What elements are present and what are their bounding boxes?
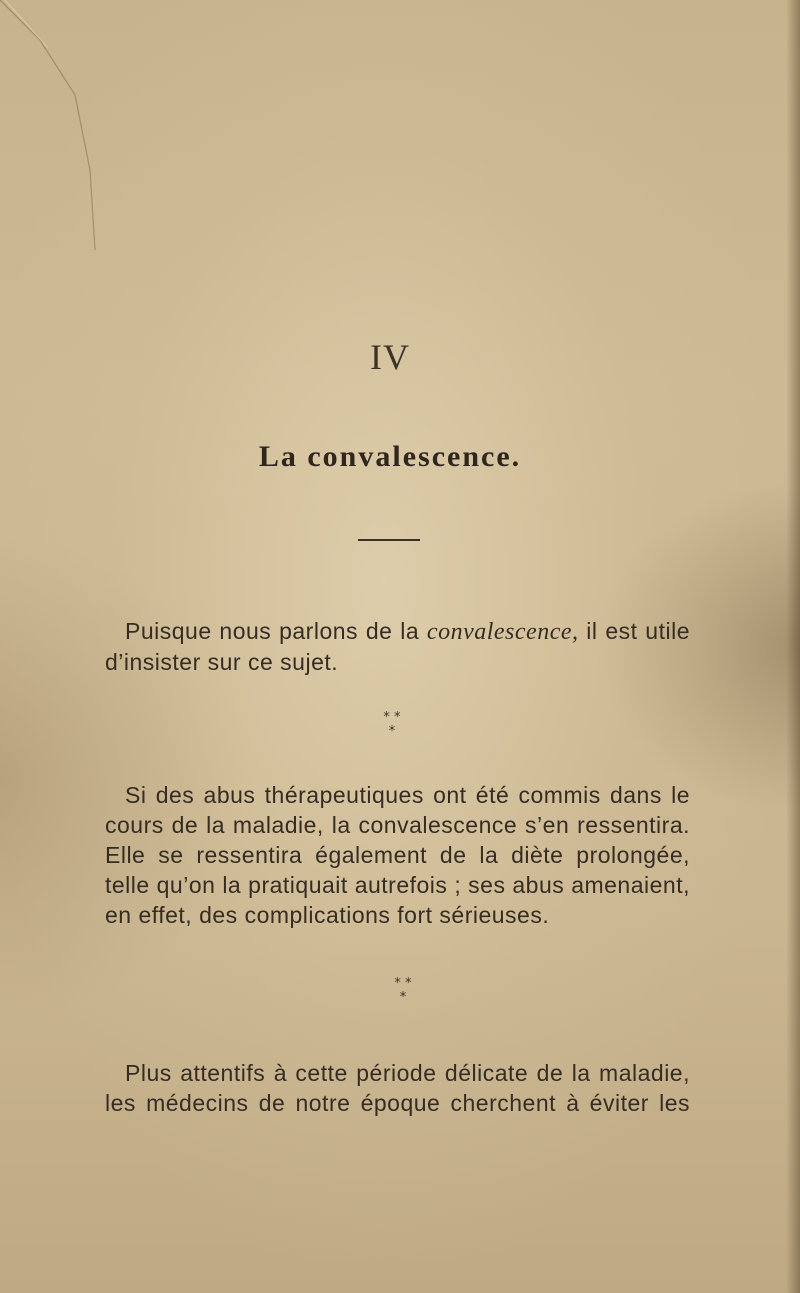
paragraph-line: en effet, des complications fort sérieuses. [105,902,550,928]
paragraph-3 [105,1058,690,1118]
paragraph-line: Si des abus thérapeutiques ont été commis dans le [125,782,690,808]
paragraph-line: Elle se ressentira également de la diète prolongée, [105,842,690,868]
paragraph-line: les médecins de notre époque cherchent à éviter les [105,1090,690,1116]
asterism-divider [383,977,423,1011]
paragraph-line: d’insister sur ce sujet. [105,649,339,675]
page-crease-mark [0,0,130,260]
chapter-number: IV [370,337,410,377]
paragraph-1 [105,616,690,677]
asterism-divider [372,711,412,745]
page-edge-shadow [786,0,800,1293]
paragraph-line: Plus attentifs à cette période délicate de la maladie, [125,1060,690,1086]
chapter-title: La convalescence. [258,440,522,473]
italic-term: convalescence, [426,619,579,645]
asterism-top: * * [383,710,401,725]
asterism-top: * * [394,976,412,991]
paragraph-line: cours de la maladie, la convalescence s’en ressentira. [105,812,690,838]
asterism-bottom: * [388,724,396,739]
paragraph-line: telle qu’on la pratiquait autrefois ; ses abus amenaient, [105,872,690,898]
paragraph-2 [105,780,690,930]
paragraph-line: Puisque nous parlons de la convalescence, il est utile [125,618,690,645]
title-rule [358,539,420,541]
asterism-bottom: * [399,990,407,1005]
